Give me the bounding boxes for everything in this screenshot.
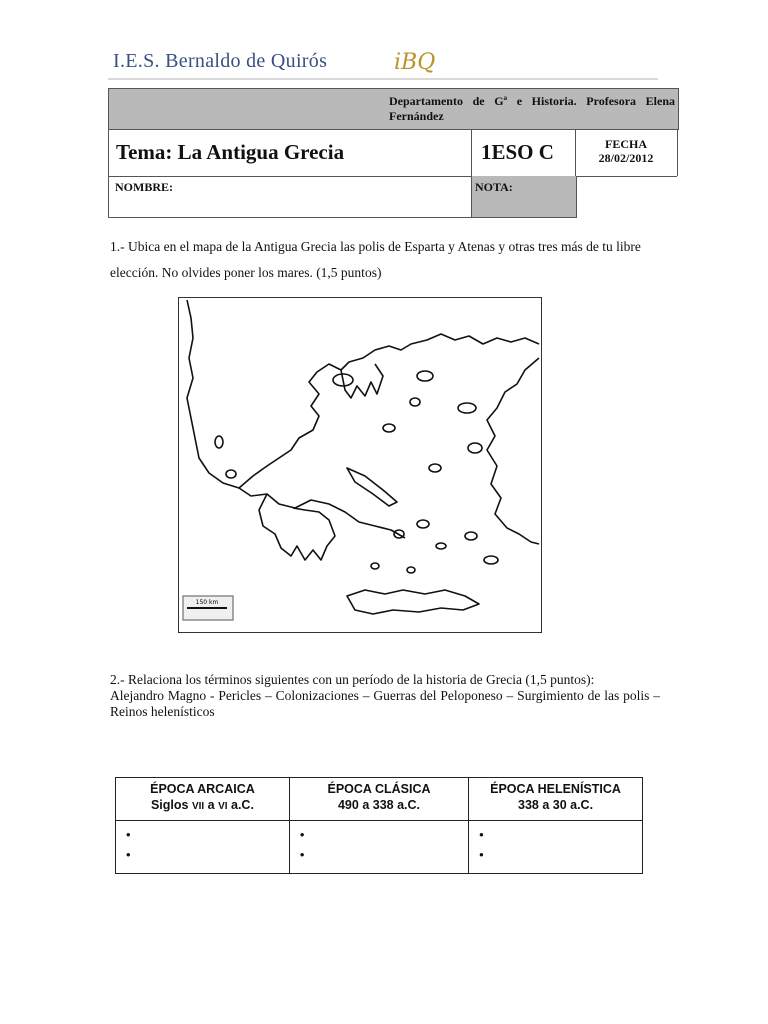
column-classical-subtitle: 490 a 338 a.C. (337, 798, 420, 812)
question-1: 1.- Ubica en el mapa de la Antigua Grecia las polis de Esparta y Atenas y otras tres más de tu libre elección. No olvides poner los mares. (1,5 puntos) (110, 239, 641, 280)
column-archaic (116, 778, 290, 821)
question-2-terms: Alejandro Magno - Pericles – Colonizaciones – Guerras del Peloponeso – Surgimiento de las polis – Reinos helenísticos (110, 688, 660, 719)
list-bullet: • (299, 827, 305, 842)
grade-label: NOTA: (475, 180, 513, 194)
list-bullet: • (126, 827, 131, 842)
date-value: 28/02/2012 (598, 151, 654, 165)
archaic-answer-cell[interactable] (116, 821, 290, 874)
archaic-century-start: VII (191, 801, 205, 812)
name-label: NOMBRE: (115, 180, 173, 194)
list-bullet: • (479, 827, 484, 842)
greece-map (178, 297, 542, 633)
question-2 (110, 672, 660, 720)
periods-table (115, 777, 643, 874)
archaic-subtitle-post: a.C. (227, 798, 254, 812)
archaic-subtitle-pre: Siglos (150, 798, 192, 812)
archaic-subtitle-mid: a (204, 798, 219, 812)
date-label: FECHA (605, 137, 647, 151)
department-text: Departamento de Gª e Historia. Profesora Elena Fernández (389, 94, 675, 123)
column-hellenistic-title: ÉPOCA HELENÍSTICA (490, 782, 621, 796)
column-hellenistic (469, 778, 643, 821)
topic-title: Tema: La Antigua Grecia (116, 140, 345, 164)
list-bullet: • (126, 847, 131, 862)
right-border (677, 129, 678, 176)
header-divider (108, 78, 658, 80)
question-2-prompt: 2.- Relaciona los términos siguientes con un período de la historia de Grecia (1,5 puntos): (110, 672, 595, 687)
hellenistic-answer-cell[interactable] (469, 821, 643, 874)
date-block (576, 137, 676, 165)
column-classical (289, 778, 468, 821)
school-initials: I.E.S. (113, 50, 160, 72)
school-name-text: Bernaldo de Quirós (165, 50, 328, 72)
column-classical-title: ÉPOCA CLÁSICA (327, 782, 431, 796)
topic-divider (471, 129, 472, 176)
periods-answer-row (116, 821, 643, 874)
column-archaic-title: ÉPOCA ARCAICA (150, 782, 255, 796)
periods-header-row (116, 778, 643, 821)
school-logo: iBQ (394, 50, 436, 75)
group-label: 1ESO C (481, 140, 554, 164)
classical-answer-cell[interactable] (289, 821, 468, 874)
map-scale-label: 150 km (195, 599, 219, 606)
archaic-century-end: VI (218, 801, 228, 812)
greece-map-outline (179, 298, 541, 632)
column-hellenistic-subtitle: 338 a 30 a.C. (518, 798, 594, 812)
column-archaic-subtitle (120, 797, 285, 815)
list-bullet: • (299, 847, 305, 862)
list-bullet: • (479, 847, 484, 862)
school-name (113, 50, 327, 73)
